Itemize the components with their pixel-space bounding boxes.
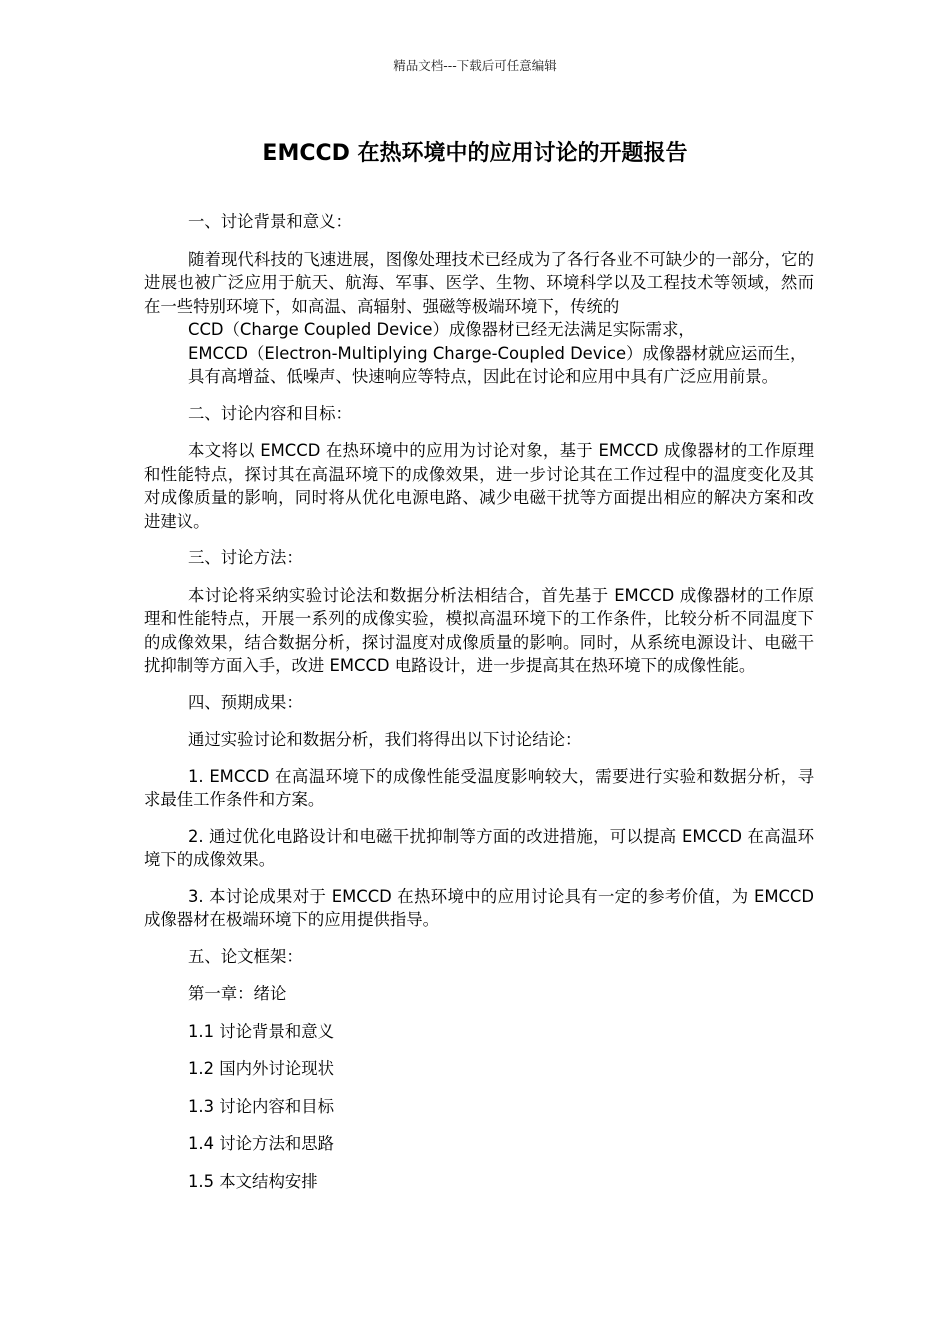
header-note: 精品文档---下载后可任意编辑 — [393, 58, 557, 73]
toc-item-1-3: 1.3 讨论内容和目标 — [188, 1096, 335, 1116]
paragraph-content-goals: 本文将以 EMCCD 在热环境中的应用为讨论对象，基于 EMCCD 成像器材的工作原理和性能特点，探讨其在高温环境下的成像效果，进一步讨论其在工作过程中的温度变化及其对成像质量的影响，同时将从优化电源电路、减少电磁干扰等方面提出相应的解决方案和改进建议。 — [144, 441, 814, 531]
toc-item-1-1: 1.1 讨论背景和意义 — [188, 1021, 335, 1041]
section-heading-methods: 三、讨论方法： — [188, 548, 303, 567]
paragraph-background — [144, 248, 814, 389]
document-title: EMCCD 在热环境中的应用讨论的开题报告 — [262, 141, 688, 166]
toc-item-1-4: 1.4 讨论方法和思路 — [188, 1134, 335, 1153]
section-heading-content-goals: 二、讨论内容和目标： — [188, 403, 352, 423]
toc-item-1-5: 1.5 本文结构安排 — [188, 1171, 318, 1191]
paragraph-methods: 本讨论将采纳实验讨论法和数据分析法相结合，首先基于 EMCCD 成像器材的工作原理和性能特点，开展一系列的成像实验，模拟高温环境下的工作条件，比较分析不同温度下的成像效果，结合数据分析，探讨温度对成像质量的影响。同时，从系统电源设计、电磁干扰抑制等方面入手，改进 EMCCD 电路设计，进一步提高其在热环境下的成像性能。 — [144, 585, 814, 675]
section-heading-background: 一、讨论背景和意义： — [188, 212, 352, 231]
expected-result-item-3: 3. 本讨论成果对于 EMCCD 在热环境中的应用讨论具有一定的参考价值，为 EMCCD 成像器材在极端环境下的应用提供指导。 — [144, 886, 814, 929]
section-heading-expected-results: 四、预期成果： — [188, 692, 303, 712]
chapter-title: 第一章：绪论 — [188, 984, 287, 1003]
expected-result-item-2: 2. 通过优化电路设计和电磁干扰抑制等方面的改进措施，可以提高 EMCCD 在高温环境下的成像效果。 — [144, 826, 814, 869]
paragraph-expected-intro: 通过实验讨论和数据分析，我们将得出以下讨论结论： — [188, 730, 582, 749]
paragraph-background-line-3: EMCCD（Electron-Multiplying Charge-Coupled Device）成像器材就应运而生， — [188, 343, 807, 363]
paragraph-background-line-2: CCD（Charge Coupled Device）成像器材已经无法满足实际需求， — [188, 320, 695, 339]
paragraph-background-line-4: 具有高增益、低噪声、快速响应等特点，因此在讨论和应用中具有广泛应用前景。 — [188, 367, 779, 386]
toc-item-1-2: 1.2 国内外讨论现状 — [188, 1059, 335, 1078]
section-heading-framework: 五、论文框架： — [188, 946, 303, 966]
expected-result-item-1: 1. EMCCD 在高温环境下的成像性能受温度影响较大，需要进行实验和数据分析，寻求最佳工作条件和方案。 — [144, 766, 814, 809]
document-body — [144, 210, 814, 1207]
paragraph-background-line-1: 随着现代科技的飞速进展，图像处理技术已经成为了各行各业不可缺少的一部分，它的进展也被广泛应用于航天、航海、军事、医学、生物、环境科学以及工程技术等领域，然而在一些特别环境下，如高温、高辐射、强磁等极端环境下，传统的 — [144, 249, 814, 316]
